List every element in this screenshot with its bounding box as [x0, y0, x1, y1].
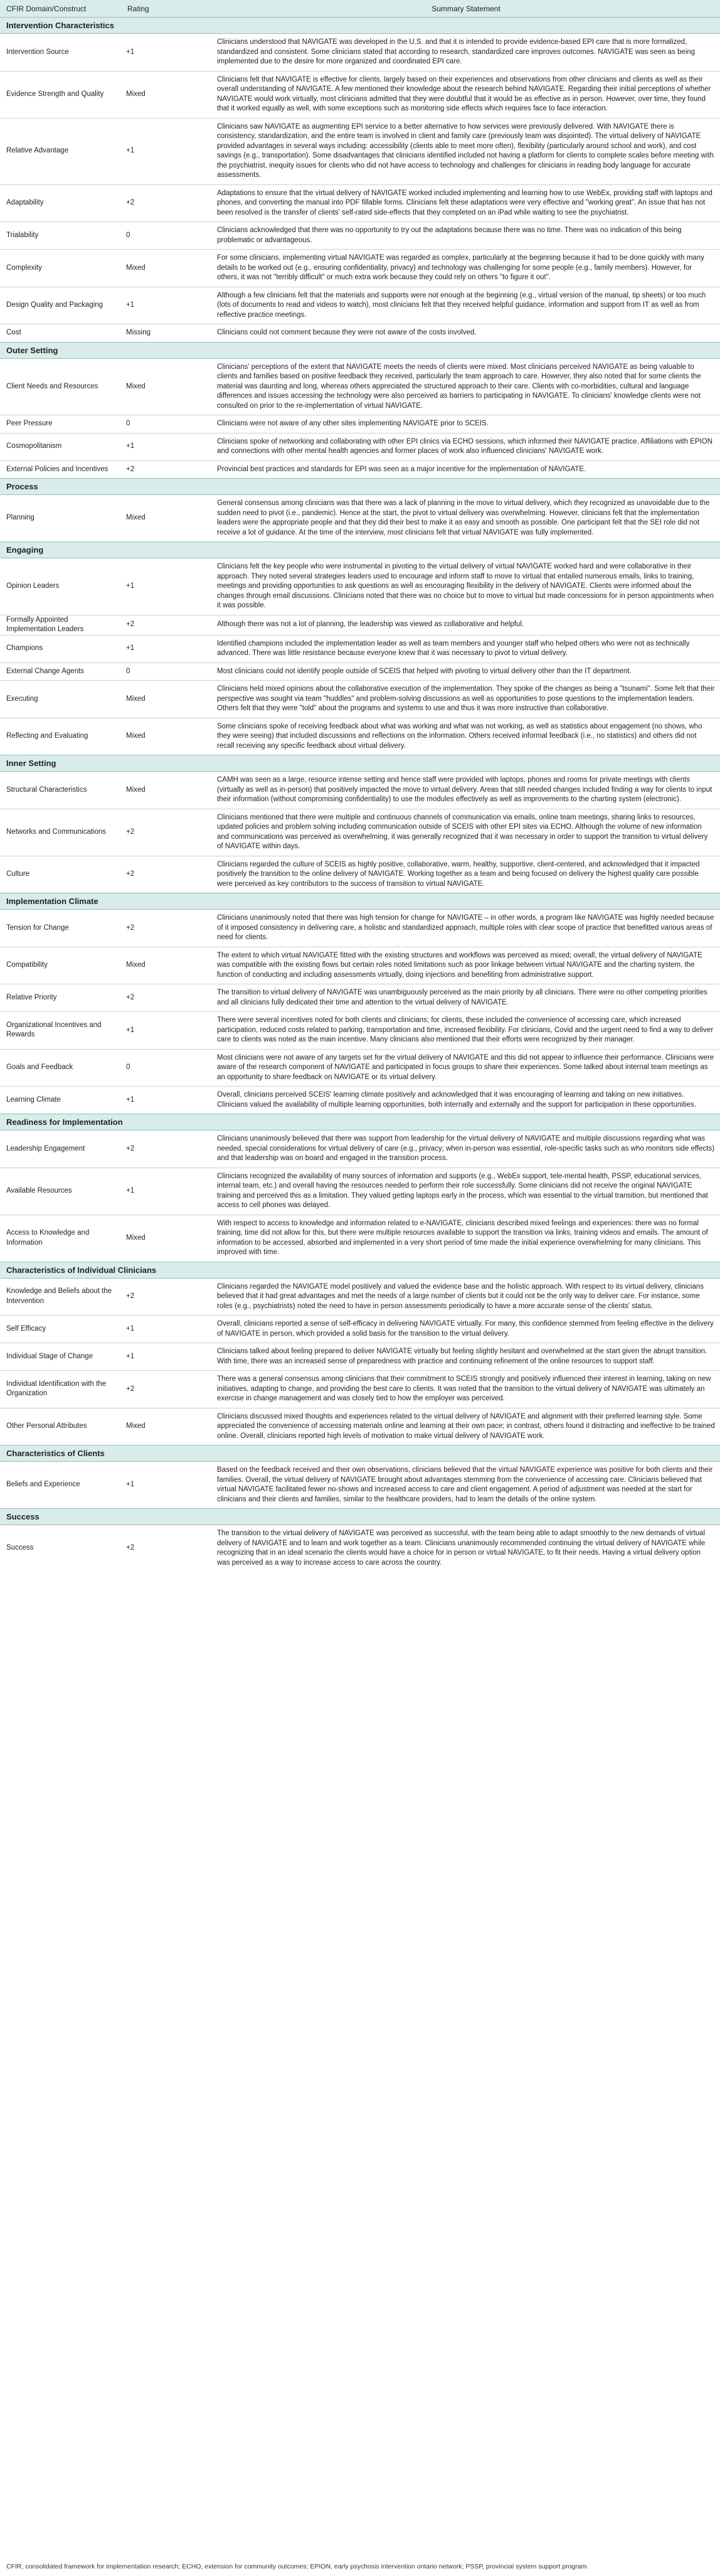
summary-cell: Clinicians regarded the NAVIGATE model positively and valued the evidence base and the holistic approach. With respect to its virtual delivery, clinicians believed that it had great advantages and met the needs of a large number of clients but it could not be the only way to deliver care. For instance, some roles (e.g., psychiatrists) noted the need to have in person assessments periodically to have a more accurate sense of the clients' status.: [212, 1278, 720, 1316]
table-row: [0, 118, 720, 184]
construct-cell: Tension for Change: [0, 910, 122, 947]
summary-cell: Overall, clinicians reported a sense of self-efficacy in delivering NAVIGATE virtually. For many, this confidence stemmed from feeling effective in the delivery of NAVIGATE in person, which provided a solid basis for the transition to the virtual delivery.: [212, 1316, 720, 1343]
summary-cell: Provincial best practices and standards for EPI was seen as a major incentive for the implementation of NAVIGATE.: [212, 460, 720, 479]
table-footnote: CFIR, consolidated framework for implementation research; ECHO, extension for community outcomes; EPION, early psychosis intervention ontario network; PSSP, provincial system support program.: [6, 2563, 589, 2570]
table-row: [0, 1168, 720, 1215]
table-row: [0, 635, 720, 663]
table-row: [0, 222, 720, 250]
construct-cell: Champions: [0, 635, 122, 663]
section-header-row: [0, 479, 720, 495]
table-row: [0, 1462, 720, 1509]
section-title: Process: [0, 479, 720, 495]
table-row: [0, 1343, 720, 1371]
table-row: [0, 460, 720, 479]
table-body: [0, 18, 720, 1572]
summary-cell: Clinicians talked about feeling prepared to deliver NAVIGATE virtually but feeling slightly hesitant and overwhelmed at the start given the abrupt transition. With time, there was an increased sense of preparedness with practice and continuing refinement of the online resources to support staff.: [212, 1343, 720, 1371]
rating-cell: +2: [122, 184, 212, 222]
summary-cell: Clinicians felt that NAVIGATE is effective for clients, largely based on their experiences and observations from other clinicians and clients as well as their overall understanding of NAVIGATE. A few mentioned their knowledge about the research behind NAVIGATE. Regarding their initial perceptions of whether NAVIGATE would work virtually, most clinicians admitted that they were doubtful that it would be as effective as in person. However, over time, they found that it worked equally as well, with some exceptions such as monitoring side effects which requires face to face interaction.: [212, 71, 720, 118]
rating-cell: 0: [122, 663, 212, 681]
summary-cell: Clinicians felt the key people who were instrumental in pivoting to the virtual delivery of virtual NAVIGATE worked hard and were collaborative in their approach. They noted several strategies leaders used to encourage and inform staff to move to virtual that entailed numerous emails, links to training, meetings and providing opportunities to ask questions as well as encouraging flexibility in the delivery of NAVIGATE. Clients were informed about the changes through email discussions. Clinicians noted that there was no choice but to move to virtual but made concessions for in person appointments when it was possible.: [212, 558, 720, 615]
construct-cell: Beliefs and Experience: [0, 1462, 122, 1509]
section-title: Intervention Characteristics: [0, 18, 720, 34]
summary-cell: Clinicians were not aware of any other sites implementing NAVIGATE prior to SCEIS.: [212, 415, 720, 434]
summary-cell: CAMH was seen as a large, resource intense setting and hence staff were provided with laptops, phones and rooms for private meetings with clients (virtually as well as in-person) that positively impacted the move to virtual delivery. Areas that still needed changes included finding a way for clients to input their information (without compromising confidentiality) to use the modules effectively as well as improvements to the charting system (electronic).: [212, 772, 720, 809]
summary-cell: There were several incentives noted for both clients and clinicians; for clients, these included the convenience of accessing care, which increased participation, reduced costs related to parking, transportation and time, increased flexibility. For clinicians, Covid and the urgent need to find a way to deliver care to clients was noted as the main incentive. Many clinicians also mentioned that their efforts were recognized by their manager.: [212, 1012, 720, 1050]
rating-cell: Mixed: [122, 71, 212, 118]
table-row: [0, 184, 720, 222]
table-row: [0, 681, 720, 718]
rating-cell: +1: [122, 1343, 212, 1371]
construct-cell: Self Efficacy: [0, 1316, 122, 1343]
construct-cell: Opinion Leaders: [0, 558, 122, 615]
construct-cell: Individual Stage of Change: [0, 1343, 122, 1371]
section-header-row: [0, 1509, 720, 1525]
table-row: [0, 1049, 720, 1087]
construct-cell: Access to Knowledge and Information: [0, 1215, 122, 1262]
summary-cell: Clinicians spoke of networking and collaborating with other EPI clinics via ECHO sessions, which informed their NAVIGATE practice. Affiliations with EPION and connections with other mental health agencies and former places of work also influenced clinicians' NAVIGATE work.: [212, 433, 720, 460]
table-row: [0, 910, 720, 947]
section-header-row: [0, 755, 720, 772]
table-row: [0, 558, 720, 615]
table-row: [0, 1371, 720, 1408]
section-title: Characteristics of Individual Clinicians: [0, 1262, 720, 1278]
rating-cell: +1: [122, 1316, 212, 1343]
construct-cell: Available Resources: [0, 1168, 122, 1215]
rating-cell: +2: [122, 1371, 212, 1408]
table-row: [0, 324, 720, 343]
table-row: [0, 718, 720, 755]
construct-cell: Success: [0, 1525, 122, 1572]
rating-cell: +2: [122, 1131, 212, 1168]
section-header-row: [0, 1262, 720, 1278]
construct-cell: Compatibility: [0, 947, 122, 984]
rating-cell: +2: [122, 1278, 212, 1316]
summary-cell: Clinicians understood that NAVIGATE was developed in the U.S. and that it is intended to provide evidence-based EPI care that is more formalized, standardized and consistent. Some clinicians stated that according to research, standardized care improves outcomes. NAVIGATE was seen as being implemented due to the desire for more organized and coordinated EPI care.: [212, 34, 720, 72]
construct-cell: Culture: [0, 856, 122, 893]
summary-cell: Clinicians mentioned that there were multiple and continuous channels of communication via emails, online team meetings, sharing links to resources, updated policies and problem solving including communication outside of SCEIS with other EPI sites via ECHO. Although the volume of new information and communications was perceived as overwhelming, it was generally recognized that it was necessary in order to support the transition to virtual delivery of NAVIGATE within days.: [212, 809, 720, 856]
table-row: [0, 947, 720, 984]
summary-cell: The extent to which virtual NAVIGATE fitted with the existing structures and workflows was perceived as mixed; overall, the virtual delivery of NAVIGATE was compatible with the existing flows but certain roles noted limitations such as poor linkage between virtual NAVIGATE and the charting system, the function of conducting and including assessments virtually, doing injections and benefiting from administrative support.: [212, 947, 720, 984]
rating-cell: +2: [122, 856, 212, 893]
construct-cell: Cosmopolitanism: [0, 433, 122, 460]
rating-cell: +1: [122, 433, 212, 460]
table-row: [0, 415, 720, 434]
construct-cell: Organizational Incentives and Rewards: [0, 1012, 122, 1050]
construct-cell: Planning: [0, 495, 122, 542]
summary-cell: There was a general consensus among clinicians that their commitment to SCEIS strongly and positively influenced their interest in learning, taking on new initiatives, adapting to change, and providing the best care to clients. It was noted that the transition to the virtual delivery of NAVIGATE was ultimately an exercise in change management and was closely tied to how the employer was perceived.: [212, 1371, 720, 1408]
table-row: [0, 433, 720, 460]
construct-cell: Structural Characteristics: [0, 772, 122, 809]
table-row: [0, 34, 720, 72]
construct-cell: Learning Climate: [0, 1087, 122, 1114]
rating-cell: Missing: [122, 324, 212, 343]
table-row: [0, 71, 720, 118]
rating-cell: Mixed: [122, 1215, 212, 1262]
rating-cell: Mixed: [122, 250, 212, 287]
section-header-row: [0, 342, 720, 358]
summary-cell: Based on the feedback received and their own observations, clinicians believed that the virtual NAVIGATE experience was positive for both clients and their families. Overall, the virtual delivery of NAVIGATE brought about advantages stemming from the convenience of accessing care. Clinicians believed that virtual NAVIGATE facilitated fewer no-shows and increased access to care and client engagement. A period of adjustment was needed at the start for clinicians and their clients and families, similar to the healthcare providers, had to learn the details of the online system.: [212, 1462, 720, 1509]
table-row: [0, 1087, 720, 1114]
table-row: [0, 615, 720, 635]
summary-cell: Some clinicians spoke of receiving feedback about what was working and what was not working, as well as statistics about engagement (no shows, who they were seeing) that included discussions and reflections on the information. Others received informal feedback (i.e., no statistics) and others did not recall receiving any specific feedback about virtual delivery.: [212, 718, 720, 755]
summary-cell: Clinicians acknowledged that there was no opportunity to try out the adaptations because there was no time. There was no indication of this being problematic or advantageous.: [212, 222, 720, 250]
rating-cell: +2: [122, 1525, 212, 1572]
summary-cell: The transition to virtual delivery of NAVIGATE was unambiguously perceived as the main priority by all clinicians. There were no other competing priorities and all clinicians fully dedicated their time and attention to the virtual delivery of NAVIGATE.: [212, 984, 720, 1012]
construct-cell: Reflecting and Evaluating: [0, 718, 122, 755]
construct-cell: Leadership Engagement: [0, 1131, 122, 1168]
construct-cell: Individual Identification with the Organization: [0, 1371, 122, 1408]
construct-cell: Cost: [0, 324, 122, 343]
construct-cell: Relative Priority: [0, 984, 122, 1012]
table-row: [0, 856, 720, 893]
header-construct: CFIR Domain/Construct: [0, 0, 122, 18]
summary-cell: Clinicians unanimously noted that there was high tension for change for NAVIGATE – in other words, a program like NAVIGATE was highly needed because of it imposed consistency in delivering care, a holistic and standardized approach, multiple roles with clear scope of practice that benefitted various areas of need for clients.: [212, 910, 720, 947]
summary-cell: Clinicians recognized the availability of many sources of information and supports (e.g., WebEx support, tele-mental health, PSSP, educational services, internal team, etc.) and overall having the resources needed to perform their role successfully. Some clinicians did not receive the original NAVIGATE training and perceived this as a limitation. They valued getting laptops early in the process, which was essential to the virtual transition, but mentioned that access to cell phones was delayed.: [212, 1168, 720, 1215]
rating-cell: +2: [122, 910, 212, 947]
rating-cell: +1: [122, 1168, 212, 1215]
summary-cell: Clinicians could not comment because they were not aware of the costs involved.: [212, 324, 720, 343]
summary-cell: Most clinicians could not identify people outside of SCEIS that helped with pivoting to virtual delivery other than the IT department.: [212, 663, 720, 681]
rating-cell: +1: [122, 558, 212, 615]
table-row: [0, 358, 720, 415]
construct-cell: External Policies and Incentives: [0, 460, 122, 479]
rating-cell: Mixed: [122, 358, 212, 415]
section-header-row: [0, 893, 720, 910]
construct-cell: Knowledge and Beliefs about the Intervention: [0, 1278, 122, 1316]
summary-cell: Adaptations to ensure that the virtual delivery of NAVIGATE worked included implementing and learning how to use WebEx, providing staff with laptops and phones, and converting the manual into PDF fillable forms. Clinicians felt these adaptations were very effective and "working great". An issue that has not been resolved is the transfer of clients' self-rated side-effects that they completed on an iPad while waiting to see the psychiatrist.: [212, 184, 720, 222]
section-header-row: [0, 18, 720, 34]
summary-cell: Clinicians saw NAVIGATE as augmenting EPI service to a better alternative to how services were previously delivered. With NAVIGATE there is consistency, standardization, and the entire team is involved in client and family care (previously team was disjointed). The virtual delivery of NAVIGATE provided advantages in several ways including: accessibility (clients able to meet more often), flexibility (particularly around school and work), and cost savings (e.g., transportation). Some disadvantages that clinicians identified included not having a platform for clients to complete scales before meeting with the psychiatrist, inequity issues for clients who did not have access to technology and challenges for clinicians in reading body language for accurate assessments.: [212, 118, 720, 184]
header-row: [0, 0, 720, 18]
header-summary: Summary Statement: [212, 0, 720, 18]
rating-cell: +1: [122, 34, 212, 72]
table-row: [0, 250, 720, 287]
construct-cell: Other Personal Attributes: [0, 1408, 122, 1445]
summary-cell: Clinicians' perceptions of the extent that NAVIGATE meets the needs of clients were mixed. Most clinicians perceived NAVIGATE as being valuable to clients and families based on positive feedback they received, particularly the team approach to care. However, they also noted that for some clients the material was daunting and long, whereas others appreciated the structured approach to their care. Clients with co-morbidities, cultural and language differences and issues accessing the technology were also perceived as barriers to participating in NAVIGATE. To clinicians' knowledge clients were not consulted on prior to the re-implementation of virtual NAVIGATE.: [212, 358, 720, 415]
table-row: [0, 984, 720, 1012]
table-row: [0, 1316, 720, 1343]
table-row: [0, 772, 720, 809]
construct-cell: External Change Agents: [0, 663, 122, 681]
rating-cell: +1: [122, 1462, 212, 1509]
construct-cell: Formally Appointed Implementation Leaders: [0, 615, 122, 635]
construct-cell: Complexity: [0, 250, 122, 287]
table-row: [0, 495, 720, 542]
table-row: [0, 1278, 720, 1316]
table-row: [0, 287, 720, 324]
rating-cell: +2: [122, 615, 212, 635]
rating-cell: Mixed: [122, 772, 212, 809]
rating-cell: Mixed: [122, 681, 212, 718]
section-title: Characteristics of Clients: [0, 1445, 720, 1462]
table-row: [0, 809, 720, 856]
rating-cell: Mixed: [122, 1408, 212, 1445]
summary-cell: Although there was not a lot of planning, the leadership was viewed as collaborative and helpful.: [212, 615, 720, 635]
rating-cell: +1: [122, 287, 212, 324]
construct-cell: Design Quality and Packaging: [0, 287, 122, 324]
section-title: Implementation Climate: [0, 893, 720, 910]
section-header-row: [0, 1445, 720, 1462]
summary-cell: Most clinicians were not aware of any targets set for the virtual delivery of NAVIGATE and this did not appear to influence their performance. Clinicians were aware of the research component of NAVIGATE and participated in focus groups to share their experiences. Some talked about internal team meetings as an opportunity to share feedback on NAVIGATE or its virtual delivery.: [212, 1049, 720, 1087]
construct-cell: Client Needs and Resources: [0, 358, 122, 415]
rating-cell: +2: [122, 809, 212, 856]
summary-cell: Clinicians unanimously believed that there was support from leadership for the virtual delivery of NAVIGATE and multiple discussions regarding what was needed, special considerations for virtual delivery of care (e.g., privacy; when in-person was essential, role-specific tasks such as who monitors side effects) and that leadership was on board and engaged in the transition process.: [212, 1131, 720, 1168]
rating-cell: +2: [122, 460, 212, 479]
rating-cell: Mixed: [122, 718, 212, 755]
table-row: [0, 663, 720, 681]
rating-cell: 0: [122, 1049, 212, 1087]
rating-cell: 0: [122, 415, 212, 434]
construct-cell: Goals and Feedback: [0, 1049, 122, 1087]
rating-cell: Mixed: [122, 947, 212, 984]
section-header-row: [0, 542, 720, 558]
construct-cell: Relative Advantage: [0, 118, 122, 184]
section-title: Readiness for Implementation: [0, 1114, 720, 1131]
section-title: Outer Setting: [0, 342, 720, 358]
summary-cell: Overall, clinicians perceived SCEIS' learning climate positively and acknowledged that it was encouraging of learning and taking on new initiatives. Clinicians valued the availability of multiple learning opportunities, both internally and externally and the support for participation in these opportunities.: [212, 1087, 720, 1114]
section-title: Engaging: [0, 542, 720, 558]
summary-cell: Clinicians discussed mixed thoughts and experiences related to the virtual delivery of NAVIGATE and alignment with their preferred learning style. Some appreciated the convenience of accessing materials online and learning at their own pace; in contrast, others found it distracting and ineffective to be trained online. Overall, clinicians reported high levels of motivation to make virtual delivery of NAVIGATE work.: [212, 1408, 720, 1445]
table-row: [0, 1525, 720, 1572]
rating-cell: +1: [122, 1087, 212, 1114]
construct-cell: Intervention Source: [0, 34, 122, 72]
summary-cell: Identified champions included the implementation leader as well as team members and younger staff who helped others who were not as technically advanced. There was little resistance because everyone knew that it was necessary to pivot to virtual delivery.: [212, 635, 720, 663]
rating-cell: Mixed: [122, 495, 212, 542]
summary-cell: For some clinicians, implementing virtual NAVIGATE was regarded as complex, particularly at the beginning because it had to be done quickly with many details to be worked out (e.g., ensuring confidentiality, privacy) and technology was challenging for some people (e.g., family members). However, for others, it was not "terribly difficult" or much extra work because they could rely on others "to figure it out".: [212, 250, 720, 287]
header-rating: Rating: [122, 0, 212, 18]
summary-cell: With respect to access to knowledge and information related to e-NAVIGATE, clinicians described mixed feelings and experiences: there was no formal training, time did not allow for this, but there were multiple resources available to support the transition via links, training videos and emails. The amount of information to be accessed, absorbed and implemented in a very short period of time made the initial experience overwhelming for many clinicians. This improved with time.: [212, 1215, 720, 1262]
rating-cell: +1: [122, 1012, 212, 1050]
rating-cell: 0: [122, 222, 212, 250]
section-title: Inner Setting: [0, 755, 720, 772]
summary-cell: Clinicians held mixed opinions about the collaborative execution of the implementation. They spoke of the changes as being a "tsunami". Some felt that their perspective was sought via team "huddles" and problem-solving discussions as well as opportunities to pose questions to the implementation leaders. Others felt that they were "told" about the programs and systems to use and thus it was more instructive than collaborative.: [212, 681, 720, 718]
construct-cell: Networks and Communications: [0, 809, 122, 856]
construct-cell: Executing: [0, 681, 122, 718]
table-row: [0, 1215, 720, 1262]
construct-cell: Evidence Strength and Quality: [0, 71, 122, 118]
summary-cell: The transition to the virtual delivery of NAVIGATE was perceived as successful, with the team being able to adapt smoothly to the new demands of virtual delivery of NAVIGATE and to learn and work together as a team. Clinicians unanimously recommended continuing the virtual delivery of NAVIGATE while recognizing that in an ideal scenario the clients would have a choice for in person or virtual NAVIGATE, to fit their needs. Having a virtual delivery option was perceived as a way to increase access to care across the country.: [212, 1525, 720, 1572]
section-title: Success: [0, 1509, 720, 1525]
rating-cell: +2: [122, 984, 212, 1012]
rating-cell: +1: [122, 118, 212, 184]
table-row: [0, 1408, 720, 1445]
construct-cell: Trialability: [0, 222, 122, 250]
rating-cell: +1: [122, 635, 212, 663]
section-header-row: [0, 1114, 720, 1131]
table-row: [0, 1131, 720, 1168]
table-row: [0, 1012, 720, 1050]
summary-cell: Clinicians regarded the culture of SCEIS as highly positive, collaborative, warm, healthy, supportive, client-centered, and acknowledged that it impacted positively the transition to the online delivery of NAVIGATE. Working together as a team and being focused on delivery the highest quality care possible were perceived as key contributors to the success of transition to virtual NAVIGATE.: [212, 856, 720, 893]
construct-cell: Peer Pressure: [0, 415, 122, 434]
summary-cell: Although a few clinicians felt that the materials and supports were not enough at the beginning (e.g., virtual version of the manual, tip sheets) or too much (lots of documents to read and videos to watch), most clinicians felt that they received helpful guidance, information and support from IT as well as from reflective practice meetings.: [212, 287, 720, 324]
table-header: [0, 0, 720, 18]
summary-cell: General consensus among clinicians was that there was a lack of planning in the move to virtual delivery, which they recognized as unavoidable due to the sudden need to pivot (i.e., pandemic). Hence at the start, the pivot to virtual delivery was overwhelming. However, clinicians felt that the implementation leaders were the appropriate people and that they did their best to make it as easy and smooth as possible. One participant felt that the SEI role did not receive a lot of guidance. At the time of the interview, most clinicians felt that virtual NAVIGATE was fully implemented.: [212, 495, 720, 542]
construct-cell: Adaptability: [0, 184, 122, 222]
